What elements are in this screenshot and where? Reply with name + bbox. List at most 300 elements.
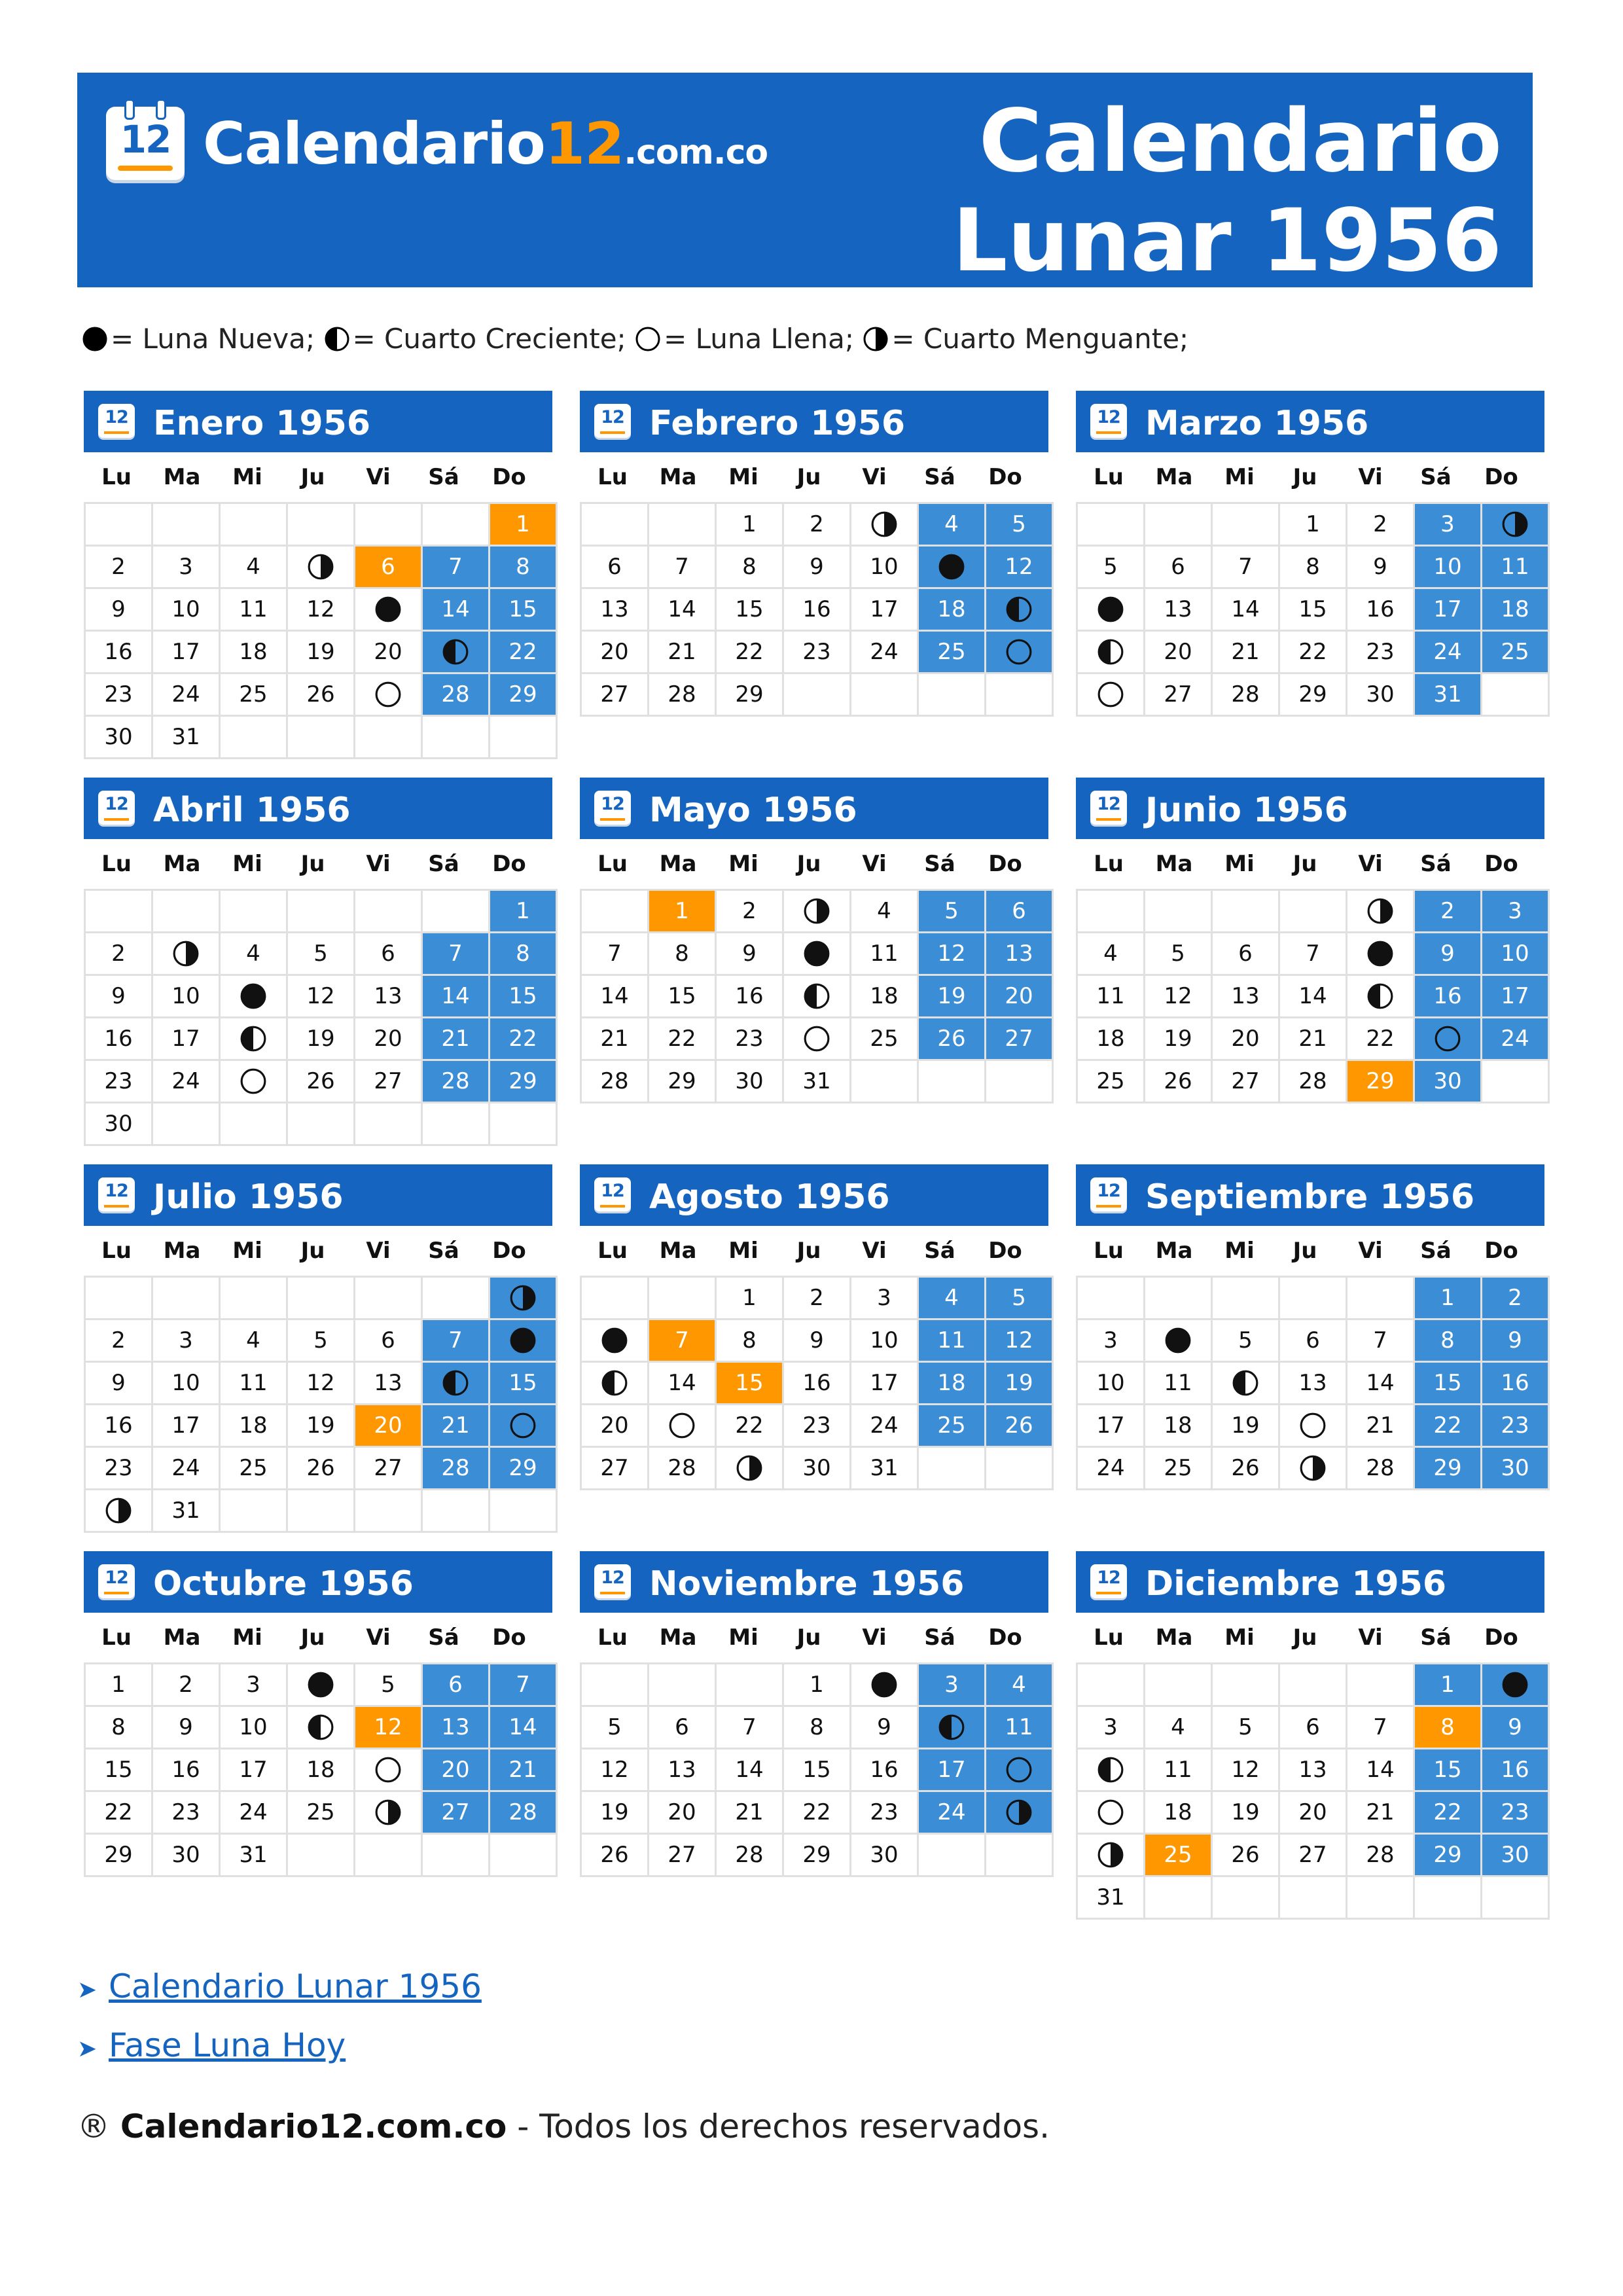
day-cell[interactable]: 11 [1482, 546, 1549, 588]
day-cell[interactable]: 6 [355, 1319, 422, 1362]
day-cell[interactable]: 29 [716, 673, 783, 716]
day-cell[interactable]: 21 [1347, 1791, 1414, 1834]
day-cell[interactable]: 20 [1212, 1018, 1279, 1060]
day-cell[interactable] [422, 631, 490, 673]
day-cell[interactable]: 16 [783, 588, 851, 631]
day-cell[interactable]: 15 [716, 1362, 783, 1405]
day-cell[interactable]: 4 [1145, 1706, 1212, 1749]
day-cell[interactable]: 22 [1279, 631, 1347, 673]
day-cell[interactable]: 12 [287, 588, 355, 631]
day-cell[interactable]: 22 [490, 631, 557, 673]
day-cell[interactable] [1212, 1362, 1279, 1405]
day-cell[interactable]: 31 [220, 1834, 287, 1876]
day-cell[interactable] [986, 588, 1053, 631]
day-cell[interactable]: 1 [1414, 1277, 1482, 1319]
day-cell[interactable]: 30 [783, 1447, 851, 1490]
day-cell[interactable]: 9 [783, 1319, 851, 1362]
day-cell[interactable] [918, 1706, 986, 1749]
day-cell[interactable]: 15 [1414, 1362, 1482, 1405]
day-cell[interactable]: 16 [1347, 588, 1414, 631]
day-cell[interactable]: 8 [1414, 1706, 1482, 1749]
day-cell[interactable]: 13 [986, 933, 1053, 975]
day-cell[interactable]: 27 [422, 1791, 490, 1834]
day-cell[interactable] [287, 1706, 355, 1749]
day-cell[interactable]: 7 [649, 546, 716, 588]
day-cell[interactable]: 1 [490, 503, 557, 546]
day-cell[interactable]: 18 [287, 1749, 355, 1791]
day-cell[interactable] [490, 1319, 557, 1362]
day-cell[interactable]: 14 [649, 1362, 716, 1405]
day-cell[interactable]: 18 [1482, 588, 1549, 631]
day-cell[interactable]: 2 [783, 503, 851, 546]
day-cell[interactable]: 30 [851, 1834, 918, 1876]
day-cell[interactable]: 29 [85, 1834, 152, 1876]
day-cell[interactable]: 17 [220, 1749, 287, 1791]
day-cell[interactable]: 12 [287, 975, 355, 1018]
day-cell[interactable]: 6 [1279, 1706, 1347, 1749]
day-cell[interactable]: 23 [851, 1791, 918, 1834]
day-cell[interactable]: 19 [581, 1791, 649, 1834]
day-cell[interactable]: 20 [581, 1405, 649, 1447]
day-cell[interactable] [1414, 1018, 1482, 1060]
day-cell[interactable]: 20 [986, 975, 1053, 1018]
day-cell[interactable]: 22 [1414, 1405, 1482, 1447]
day-cell[interactable]: 20 [1145, 631, 1212, 673]
day-cell[interactable]: 1 [783, 1664, 851, 1706]
day-cell[interactable]: 15 [490, 588, 557, 631]
day-cell[interactable]: 31 [783, 1060, 851, 1103]
day-cell[interactable]: 2 [152, 1664, 220, 1706]
day-cell[interactable]: 17 [152, 631, 220, 673]
day-cell[interactable]: 12 [986, 1319, 1053, 1362]
day-cell[interactable]: 19 [918, 975, 986, 1018]
day-cell[interactable]: 9 [851, 1706, 918, 1749]
day-cell[interactable]: 3 [152, 1319, 220, 1362]
day-cell[interactable] [783, 1018, 851, 1060]
day-cell[interactable]: 23 [1482, 1791, 1549, 1834]
day-cell[interactable]: 17 [1414, 588, 1482, 631]
day-cell[interactable]: 22 [716, 631, 783, 673]
day-cell[interactable]: 19 [1212, 1405, 1279, 1447]
day-cell[interactable]: 8 [649, 933, 716, 975]
day-cell[interactable]: 27 [1145, 673, 1212, 716]
day-cell[interactable]: 19 [1212, 1791, 1279, 1834]
day-cell[interactable]: 2 [716, 890, 783, 933]
day-cell[interactable] [581, 1319, 649, 1362]
day-cell[interactable]: 16 [85, 631, 152, 673]
day-cell[interactable] [1077, 1834, 1145, 1876]
day-cell[interactable] [1077, 588, 1145, 631]
day-cell[interactable]: 9 [85, 975, 152, 1018]
day-cell[interactable]: 16 [851, 1749, 918, 1791]
day-cell[interactable]: 26 [1212, 1834, 1279, 1876]
day-cell[interactable] [490, 1405, 557, 1447]
day-cell[interactable] [649, 1405, 716, 1447]
day-cell[interactable]: 30 [1414, 1060, 1482, 1103]
day-cell[interactable]: 17 [1077, 1405, 1145, 1447]
day-cell[interactable]: 7 [422, 1319, 490, 1362]
day-cell[interactable] [716, 1447, 783, 1490]
day-cell[interactable]: 1 [85, 1664, 152, 1706]
day-cell[interactable]: 1 [649, 890, 716, 933]
day-cell[interactable]: 8 [1279, 546, 1347, 588]
day-cell[interactable]: 22 [1347, 1018, 1414, 1060]
day-cell[interactable] [1347, 933, 1414, 975]
day-cell[interactable]: 20 [355, 631, 422, 673]
day-cell[interactable]: 3 [918, 1664, 986, 1706]
day-cell[interactable]: 9 [85, 588, 152, 631]
day-cell[interactable]: 25 [287, 1791, 355, 1834]
day-cell[interactable]: 22 [490, 1018, 557, 1060]
day-cell[interactable]: 17 [851, 1362, 918, 1405]
day-cell[interactable]: 10 [1482, 933, 1549, 975]
day-cell[interactable]: 7 [1212, 546, 1279, 588]
day-cell[interactable]: 13 [422, 1706, 490, 1749]
day-cell[interactable] [220, 975, 287, 1018]
day-cell[interactable]: 27 [355, 1060, 422, 1103]
day-cell[interactable] [1482, 1664, 1549, 1706]
day-cell[interactable] [1347, 890, 1414, 933]
day-cell[interactable]: 15 [85, 1749, 152, 1791]
day-cell[interactable]: 9 [1482, 1319, 1549, 1362]
day-cell[interactable]: 5 [986, 1277, 1053, 1319]
day-cell[interactable] [1077, 673, 1145, 716]
day-cell[interactable]: 16 [783, 1362, 851, 1405]
day-cell[interactable]: 14 [1347, 1749, 1414, 1791]
day-cell[interactable]: 11 [220, 588, 287, 631]
day-cell[interactable]: 16 [1414, 975, 1482, 1018]
day-cell[interactable]: 3 [851, 1277, 918, 1319]
day-cell[interactable]: 19 [287, 1018, 355, 1060]
day-cell[interactable]: 11 [851, 933, 918, 975]
day-cell[interactable]: 6 [1145, 546, 1212, 588]
day-cell[interactable]: 24 [851, 631, 918, 673]
day-cell[interactable]: 29 [1279, 673, 1347, 716]
day-cell[interactable] [490, 1277, 557, 1319]
day-cell[interactable]: 30 [152, 1834, 220, 1876]
day-cell[interactable]: 12 [986, 546, 1053, 588]
day-cell[interactable] [1077, 1791, 1145, 1834]
day-cell[interactable]: 8 [716, 1319, 783, 1362]
day-cell[interactable] [918, 546, 986, 588]
day-cell[interactable]: 29 [1347, 1060, 1414, 1103]
day-cell[interactable]: 25 [1145, 1834, 1212, 1876]
day-cell[interactable]: 22 [716, 1405, 783, 1447]
day-cell[interactable]: 2 [85, 546, 152, 588]
day-cell[interactable]: 16 [85, 1405, 152, 1447]
day-cell[interactable]: 14 [422, 588, 490, 631]
day-cell[interactable]: 21 [716, 1791, 783, 1834]
day-cell[interactable]: 9 [1482, 1706, 1549, 1749]
day-cell[interactable]: 6 [581, 546, 649, 588]
day-cell[interactable]: 28 [422, 673, 490, 716]
day-cell[interactable] [422, 1362, 490, 1405]
day-cell[interactable]: 25 [918, 631, 986, 673]
day-cell[interactable] [355, 588, 422, 631]
day-cell[interactable]: 8 [716, 546, 783, 588]
day-cell[interactable]: 28 [422, 1060, 490, 1103]
day-cell[interactable]: 26 [581, 1834, 649, 1876]
day-cell[interactable]: 15 [1279, 588, 1347, 631]
day-cell[interactable]: 14 [716, 1749, 783, 1791]
day-cell[interactable] [986, 1749, 1053, 1791]
day-cell[interactable]: 25 [1145, 1447, 1212, 1490]
day-cell[interactable]: 3 [1482, 890, 1549, 933]
day-cell[interactable]: 15 [1414, 1749, 1482, 1791]
day-cell[interactable]: 28 [422, 1447, 490, 1490]
day-cell[interactable]: 24 [1077, 1447, 1145, 1490]
day-cell[interactable]: 28 [581, 1060, 649, 1103]
day-cell[interactable]: 1 [1414, 1664, 1482, 1706]
day-cell[interactable]: 18 [918, 588, 986, 631]
day-cell[interactable]: 25 [918, 1405, 986, 1447]
day-cell[interactable]: 31 [1414, 673, 1482, 716]
day-cell[interactable]: 4 [851, 890, 918, 933]
day-cell[interactable]: 18 [220, 631, 287, 673]
day-cell[interactable]: 5 [355, 1664, 422, 1706]
day-cell[interactable]: 14 [649, 588, 716, 631]
day-cell[interactable] [851, 503, 918, 546]
day-cell[interactable]: 13 [1279, 1362, 1347, 1405]
day-cell[interactable]: 11 [918, 1319, 986, 1362]
day-cell[interactable]: 11 [1145, 1362, 1212, 1405]
day-cell[interactable]: 5 [1212, 1706, 1279, 1749]
day-cell[interactable]: 12 [581, 1749, 649, 1791]
day-cell[interactable]: 9 [152, 1706, 220, 1749]
day-cell[interactable]: 20 [581, 631, 649, 673]
day-cell[interactable]: 23 [1482, 1405, 1549, 1447]
day-cell[interactable]: 9 [1347, 546, 1414, 588]
day-cell[interactable] [1279, 1405, 1347, 1447]
day-cell[interactable]: 18 [1077, 1018, 1145, 1060]
day-cell[interactable]: 29 [649, 1060, 716, 1103]
day-cell[interactable]: 15 [716, 588, 783, 631]
day-cell[interactable] [287, 1664, 355, 1706]
day-cell[interactable]: 22 [1414, 1791, 1482, 1834]
day-cell[interactable]: 6 [355, 933, 422, 975]
day-cell[interactable]: 27 [1279, 1834, 1347, 1876]
day-cell[interactable]: 23 [783, 1405, 851, 1447]
day-cell[interactable]: 28 [490, 1791, 557, 1834]
day-cell[interactable]: 18 [220, 1405, 287, 1447]
day-cell[interactable]: 2 [783, 1277, 851, 1319]
day-cell[interactable] [1077, 631, 1145, 673]
day-cell[interactable]: 28 [649, 1447, 716, 1490]
day-cell[interactable]: 5 [287, 933, 355, 975]
day-cell[interactable]: 30 [1482, 1834, 1549, 1876]
day-cell[interactable]: 14 [1212, 588, 1279, 631]
day-cell[interactable]: 27 [581, 1447, 649, 1490]
day-cell[interactable] [1077, 1749, 1145, 1791]
day-cell[interactable]: 3 [220, 1664, 287, 1706]
day-cell[interactable]: 19 [986, 1362, 1053, 1405]
day-cell[interactable]: 21 [649, 631, 716, 673]
day-cell[interactable]: 7 [422, 933, 490, 975]
day-cell[interactable]: 15 [783, 1749, 851, 1791]
day-cell[interactable]: 14 [1347, 1362, 1414, 1405]
day-cell[interactable]: 5 [918, 890, 986, 933]
day-cell[interactable]: 31 [152, 716, 220, 759]
day-cell[interactable]: 13 [1279, 1749, 1347, 1791]
day-cell[interactable]: 6 [1212, 933, 1279, 975]
day-cell[interactable]: 8 [85, 1706, 152, 1749]
day-cell[interactable]: 13 [355, 1362, 422, 1405]
day-cell[interactable]: 2 [1482, 1277, 1549, 1319]
day-cell[interactable]: 30 [85, 716, 152, 759]
day-cell[interactable]: 4 [220, 933, 287, 975]
day-cell[interactable]: 7 [581, 933, 649, 975]
day-cell[interactable]: 13 [1145, 588, 1212, 631]
day-cell[interactable]: 21 [422, 1405, 490, 1447]
moon-phase-today-link[interactable]: Fase Luna Hoy [109, 2026, 346, 2064]
day-cell[interactable]: 21 [1347, 1405, 1414, 1447]
day-cell[interactable]: 1 [716, 1277, 783, 1319]
day-cell[interactable]: 30 [85, 1103, 152, 1145]
day-cell[interactable]: 18 [918, 1362, 986, 1405]
day-cell[interactable] [152, 933, 220, 975]
day-cell[interactable] [220, 1060, 287, 1103]
day-cell[interactable]: 15 [490, 975, 557, 1018]
day-cell[interactable] [1145, 1319, 1212, 1362]
day-cell[interactable]: 31 [1077, 1876, 1145, 1919]
day-cell[interactable]: 2 [85, 933, 152, 975]
day-cell[interactable]: 6 [986, 890, 1053, 933]
day-cell[interactable]: 28 [649, 673, 716, 716]
day-cell[interactable] [783, 975, 851, 1018]
day-cell[interactable]: 8 [490, 933, 557, 975]
day-cell[interactable]: 2 [1347, 503, 1414, 546]
day-cell[interactable]: 6 [422, 1664, 490, 1706]
day-cell[interactable] [783, 933, 851, 975]
day-cell[interactable]: 29 [490, 1447, 557, 1490]
day-cell[interactable]: 6 [1279, 1319, 1347, 1362]
day-cell[interactable]: 21 [422, 1018, 490, 1060]
day-cell[interactable] [851, 1664, 918, 1706]
day-cell[interactable]: 16 [716, 975, 783, 1018]
day-cell[interactable]: 27 [355, 1447, 422, 1490]
day-cell[interactable]: 26 [1145, 1060, 1212, 1103]
day-cell[interactable]: 12 [918, 933, 986, 975]
day-cell[interactable]: 7 [422, 546, 490, 588]
day-cell[interactable]: 28 [1347, 1834, 1414, 1876]
day-cell[interactable] [287, 546, 355, 588]
day-cell[interactable]: 8 [783, 1706, 851, 1749]
day-cell[interactable] [986, 1791, 1053, 1834]
day-cell[interactable]: 17 [152, 1018, 220, 1060]
day-cell[interactable]: 10 [152, 1362, 220, 1405]
day-cell[interactable]: 18 [1145, 1405, 1212, 1447]
day-cell[interactable]: 3 [1414, 503, 1482, 546]
day-cell[interactable]: 7 [1347, 1319, 1414, 1362]
day-cell[interactable]: 14 [422, 975, 490, 1018]
day-cell[interactable]: 24 [1414, 631, 1482, 673]
day-cell[interactable]: 26 [287, 673, 355, 716]
day-cell[interactable]: 29 [1414, 1447, 1482, 1490]
day-cell[interactable]: 5 [287, 1319, 355, 1362]
day-cell[interactable]: 10 [851, 546, 918, 588]
day-cell[interactable]: 27 [1212, 1060, 1279, 1103]
day-cell[interactable]: 17 [1482, 975, 1549, 1018]
day-cell[interactable]: 14 [581, 975, 649, 1018]
day-cell[interactable]: 5 [1077, 546, 1145, 588]
day-cell[interactable]: 29 [490, 1060, 557, 1103]
day-cell[interactable]: 21 [490, 1749, 557, 1791]
day-cell[interactable]: 26 [986, 1405, 1053, 1447]
day-cell[interactable]: 4 [918, 503, 986, 546]
day-cell[interactable]: 24 [220, 1791, 287, 1834]
day-cell[interactable]: 1 [1279, 503, 1347, 546]
day-cell[interactable]: 30 [1482, 1447, 1549, 1490]
day-cell[interactable]: 26 [918, 1018, 986, 1060]
day-cell[interactable]: 16 [1482, 1749, 1549, 1791]
day-cell[interactable]: 3 [152, 546, 220, 588]
day-cell[interactable]: 10 [1077, 1362, 1145, 1405]
day-cell[interactable]: 22 [649, 1018, 716, 1060]
day-cell[interactable]: 28 [1279, 1060, 1347, 1103]
day-cell[interactable]: 19 [287, 1405, 355, 1447]
day-cell[interactable]: 2 [85, 1319, 152, 1362]
day-cell[interactable]: 5 [986, 503, 1053, 546]
day-cell[interactable]: 7 [716, 1706, 783, 1749]
day-cell[interactable] [783, 890, 851, 933]
day-cell[interactable]: 27 [986, 1018, 1053, 1060]
day-cell[interactable]: 24 [152, 1447, 220, 1490]
day-cell[interactable] [1347, 975, 1414, 1018]
site-logo[interactable]: Calendario12.com.co [203, 110, 768, 177]
day-cell[interactable]: 6 [355, 546, 422, 588]
day-cell[interactable]: 1 [716, 503, 783, 546]
day-cell[interactable]: 20 [649, 1791, 716, 1834]
day-cell[interactable]: 8 [1414, 1319, 1482, 1362]
day-cell[interactable]: 12 [355, 1706, 422, 1749]
day-cell[interactable]: 22 [85, 1791, 152, 1834]
day-cell[interactable]: 24 [152, 1060, 220, 1103]
day-cell[interactable]: 13 [1212, 975, 1279, 1018]
day-cell[interactable] [85, 1490, 152, 1532]
day-cell[interactable]: 3 [1077, 1319, 1145, 1362]
day-cell[interactable]: 11 [1077, 975, 1145, 1018]
day-cell[interactable]: 14 [490, 1706, 557, 1749]
day-cell[interactable] [581, 1362, 649, 1405]
day-cell[interactable]: 28 [716, 1834, 783, 1876]
day-cell[interactable]: 7 [490, 1664, 557, 1706]
day-cell[interactable]: 12 [1212, 1749, 1279, 1791]
day-cell[interactable]: 15 [490, 1362, 557, 1405]
day-cell[interactable]: 18 [1145, 1791, 1212, 1834]
day-cell[interactable]: 21 [1212, 631, 1279, 673]
day-cell[interactable]: 23 [716, 1018, 783, 1060]
day-cell[interactable]: 25 [851, 1018, 918, 1060]
day-cell[interactable]: 6 [649, 1706, 716, 1749]
day-cell[interactable]: 23 [1347, 631, 1414, 673]
day-cell[interactable]: 29 [783, 1834, 851, 1876]
day-cell[interactable]: 7 [1279, 933, 1347, 975]
day-cell[interactable]: 20 [355, 1018, 422, 1060]
day-cell[interactable]: 26 [1212, 1447, 1279, 1490]
day-cell[interactable]: 11 [220, 1362, 287, 1405]
day-cell[interactable]: 23 [85, 673, 152, 716]
day-cell[interactable]: 17 [851, 588, 918, 631]
day-cell[interactable]: 30 [716, 1060, 783, 1103]
day-cell[interactable]: 30 [1347, 673, 1414, 716]
day-cell[interactable]: 3 [1077, 1706, 1145, 1749]
day-cell[interactable]: 26 [287, 1060, 355, 1103]
day-cell[interactable]: 27 [581, 673, 649, 716]
day-cell[interactable]: 25 [1482, 631, 1549, 673]
day-cell[interactable]: 16 [85, 1018, 152, 1060]
day-cell[interactable]: 10 [1414, 546, 1482, 588]
day-cell[interactable]: 31 [152, 1490, 220, 1532]
